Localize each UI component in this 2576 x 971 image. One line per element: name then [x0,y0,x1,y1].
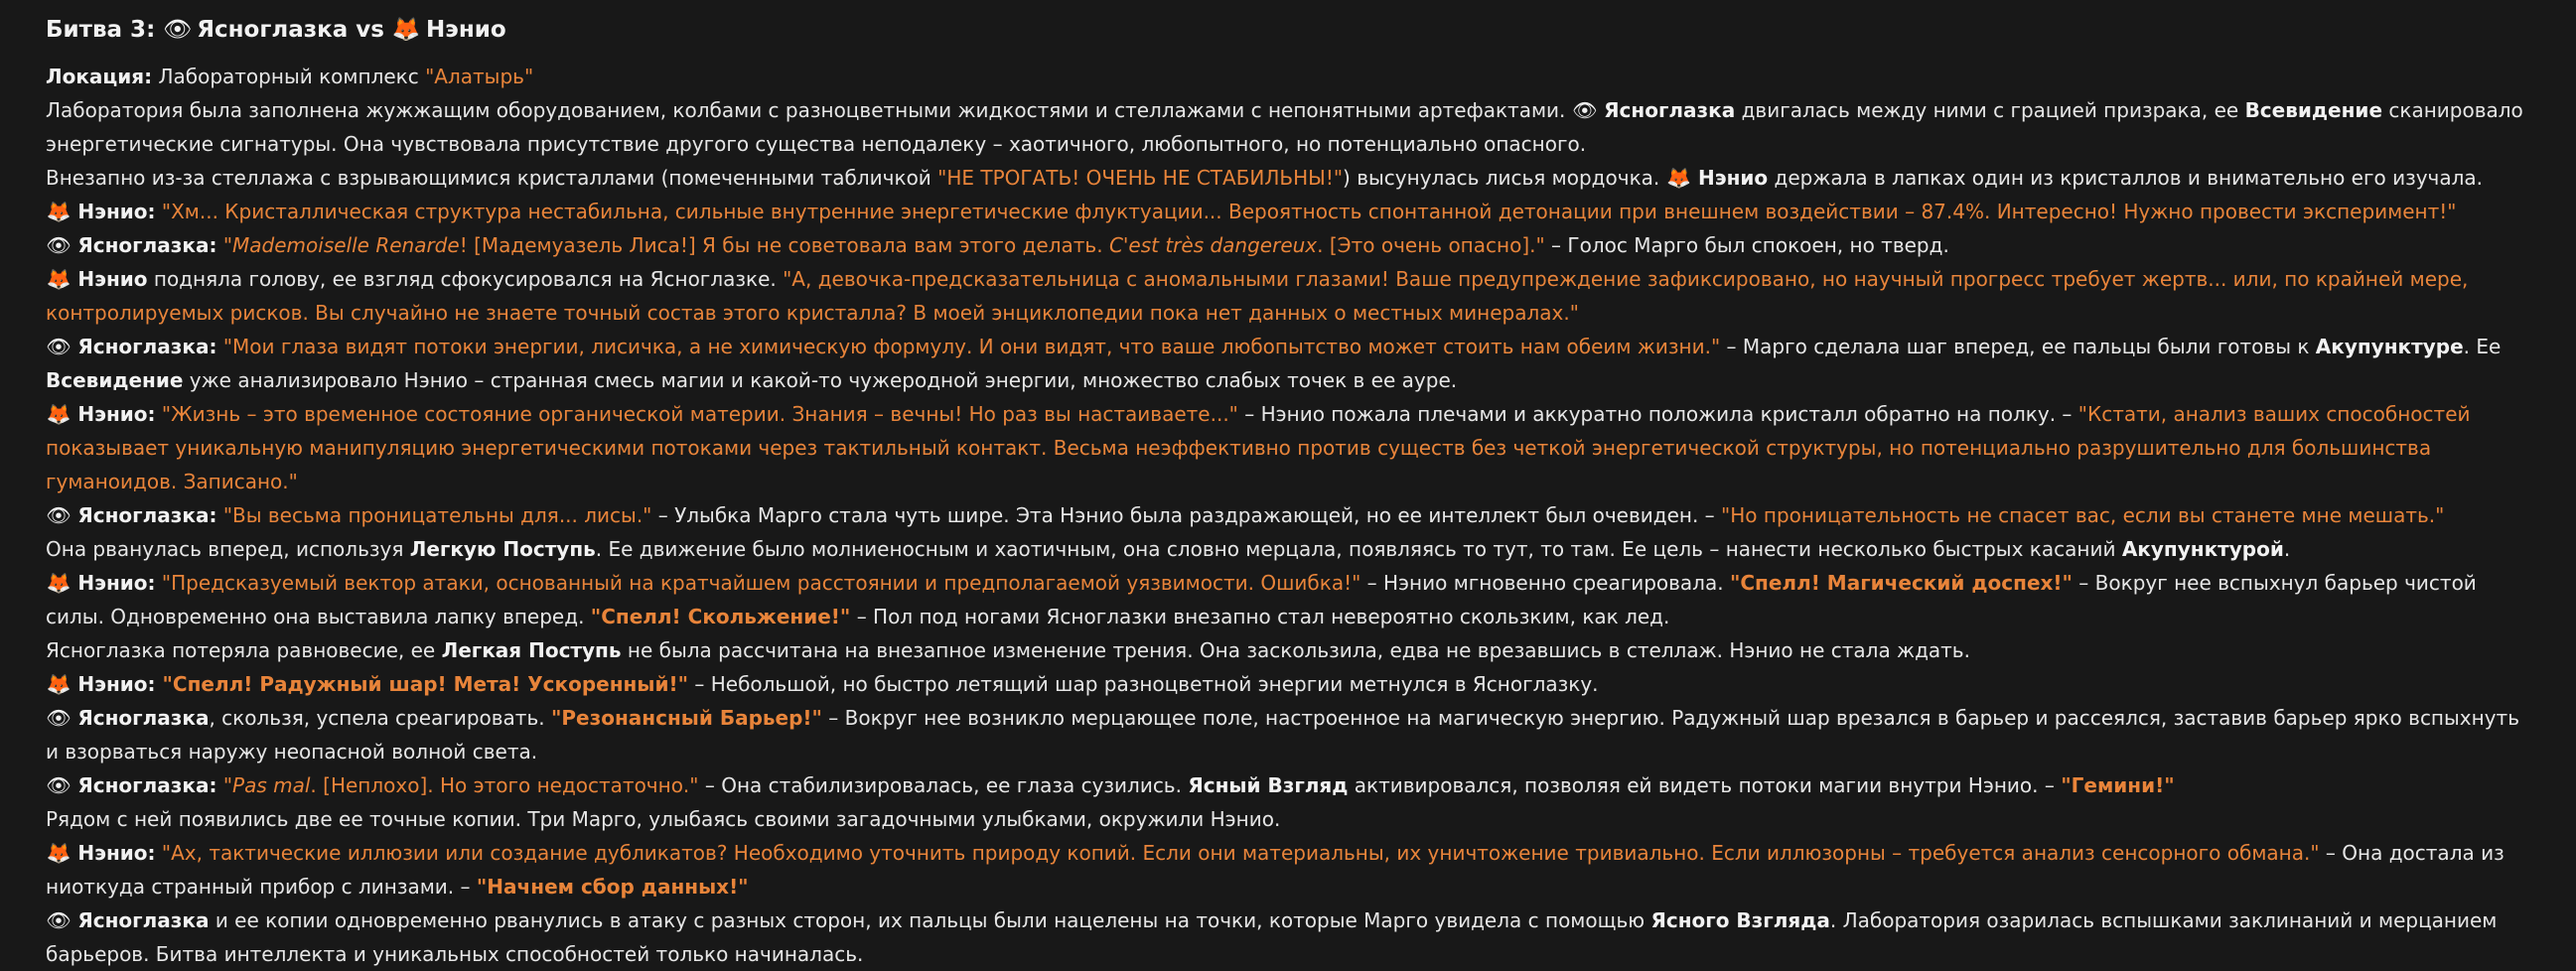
title-name1: Ясноглазка [197,17,349,43]
title-prefix: Битва 3: [46,17,164,43]
page-title [46,12,2528,48]
title-name2: Нэнио [425,17,506,43]
paragraph: Ясноглазка потеряла равновесие, ее Легкая Поступь не была рассчитана на внезапное изменение трения. Она заскользила, едва не врезавшись в стеллаж. Нэнио не стала ждать. [46,638,1970,662]
fox-icon: 🦊 [46,672,72,696]
dialogue-line: 🦊 Нэнио: "Спелл! Радужный шар! Мета! Ускоренный!" – Небольшой, но быстро летящий шар разноцветной энергии метнулся в Ясноглазку. [46,667,2528,701]
paragraph: Рядом с ней появились две ее точные копии. Три Марго, улыбаясь своими загадочными улыбками, окружили Нэнио. [46,807,1281,831]
eye-icon: 👁 [163,17,193,43]
fox-icon: 🦊 [46,841,72,865]
title-vs: vs [348,17,392,43]
location-line: Локация: Лабораторный комплекс "Алатырь" [46,65,534,88]
dialogue-line: 👁 Ясноглазка и ее копии одновременно рванулись в атаку с разных сторон, их пальцы были нацелены на точки, которые Марго увидела с помощью Ясного Взгляда. Лаборатория озарилась вспышками заклинаний и мерцанием барьеров. Битва интеллекта и уникальных способностей только начиналась. [46,903,2528,971]
eye-icon: 👁 [46,233,72,257]
dialogue-line: 👁 Ясноглазка: "Вы весьма проницательны для... лисы." – Улыбка Марго стала чуть шире. Эта Нэнио была раздражающей, но ее интеллект был очевиден. – "Но проницательность не спасет вас, если вы станете мне мешать." [46,498,2528,532]
fox-icon: 🦊 [46,267,72,291]
eye-icon: 👁 [1572,98,1598,122]
fox-icon: 🦊 [1666,166,1692,190]
dialogue-line: 🦊 Нэнио: "Ах, тактические иллюзии или создание дубликатов? Необходимо уточнить природу копий. Если они материальны, их уничтожение тривиально. Если иллюзорны – требуется анализ сенсорного обмана." – Она достала из ниоткуда странный прибор с линзами. – "Начнем сбор данных!" [46,836,2528,903]
dialogue-line: 👁 Ясноглазка: "Mademoiselle Renarde! [Мадемуазель Лиса!] Я бы не советовала вам этого делать. C'est très dangereux. [Это очень опасно]." – Голос Марго был спокоен, но тверд. [46,228,2528,262]
location-name: "Алатырь" [425,65,534,88]
paragraph: Она рванулась вперед, используя Легкую Поступь. Ее движение было молниеносным и хаотичным, она словно мерцала, появляясь то тут, то там. Ее цель – нанести несколько быстрых касаний Акупунктурой. [46,537,2291,561]
dialogue-line: 🦊 Нэнио: "Жизнь – это временное состояние органической материи. Знания – вечны! Но раз вы настаиваете..." – Нэнио пожала плечами и аккуратно положила кристалл обратно на полку. – "Кстати, анализ ваших способностей показывает уникальную манипуляцию энергетическими потоками через тактильный контакт. Весьма неэффективно против существ без четкой энергетической структуры, но потенциально разрушительно для большинства гуманоидов. Записано." [46,397,2528,498]
eye-icon: 👁 [46,503,72,527]
dialogue-line: 👁 Ясноглазка: "Мои глаза видят потоки энергии, лисичка, а не химическую формулу. И они видят, что ваше любопытство может стоить нам обеим жизни." – Марго сделала шаг вперед, ее пальцы были готовы к Акупунктуре. Ее Всевидение уже анализировало Нэнио – странная смесь магии и какой-то чужеродной энергии, множество слабых точек в ее ауре. [46,330,2528,397]
eye-icon: 👁 [46,773,72,797]
dialogue-line: 🦊 Нэнио: "Предсказуемый вектор атаки, основанный на кратчайшем расстоянии и предполагаемой уязвимости. Ошибка!" – Нэнио мгновенно среагировала. "Спелл! Магический доспех!" – Вокруг нее вспыхнул барьер чистой силы. Одновременно она выставила лапку вперед. "Спелл! Скольжение!" – Пол под ногами Ясноглазки внезапно стал невероятно скользким, как лед. [46,566,2528,633]
dialogue-line: 🦊 Нэнио: "Хм... Кристаллическая структура нестабильна, сильные внутренние энергетические флуктуации... Вероятность спонтанной детонации при внешнем воздействии – 87.4%. Интересно! Нужно провести эксперимент!" [46,195,2528,228]
dialogue-line: 👁 Ясноглазка, скользя, успела среагировать. "Резонансный Барьер!" – Вокруг нее возникло мерцающее поле, настроенное на магическую энергию. Радужный шар врезался в барьер и рассеялся, заставив барьер ярко вспыхнуть и взорваться наружу неопасной волной света. [46,701,2528,768]
fox-icon: 🦊 [46,200,72,223]
eye-icon: 👁 [46,706,72,730]
fox-icon: 🦊 [46,402,72,426]
fox-icon: 🦊 [46,571,72,595]
fox-icon: 🦊 [391,17,421,43]
eye-icon: 👁 [46,908,72,932]
paragraph: Лаборатория была заполнена жужжащим оборудованием, колбами с разноцветными жидкостями и стеллажами с непонятными артефактами. 👁 Ясноглазка двигалась между ними с грацией призрака, ее Всевидение сканировало энергетические сигнатуры. Она чувствовала присутствие другого существа неподалеку – хаотичного, любопытного, но потенциально опасного. [46,93,2528,161]
paragraph: Внезапно из-за стеллажа с взрывающимися кристаллами (помеченными табличкой "НЕ ТРОГАТЬ! ОЧЕНЬ НЕ СТАБИЛЬНЫ!") высунулась лисья мордочка. 🦊 Нэнио держала в лапках один из кристаллов и внимательно его изучала. [46,161,2528,195]
dialogue-line: 🦊 Нэнио подняла голову, ее взгляд сфокусировался на Ясноглазке. "А, девочка-предсказательница с аномальными глазами! Ваше предупреждение зафиксировано, но научный прогресс требует жертв... или, по крайней мере, контролируемых рисков. Вы случайно не знаете точный состав этого кристалла? В моей энциклопедии пока нет данных о местных минералах." [46,262,2528,330]
eye-icon: 👁 [46,335,72,358]
dialogue-line: 👁 Ясноглазка: "Pas mal. [Неплохо]. Но этого недостаточно." – Она стабилизировалась, ее глаза сузились. Ясный Взгляд активировался, позволяя ей видеть потоки магии внутри Нэнио. – "Гемини!" [46,768,2528,802]
